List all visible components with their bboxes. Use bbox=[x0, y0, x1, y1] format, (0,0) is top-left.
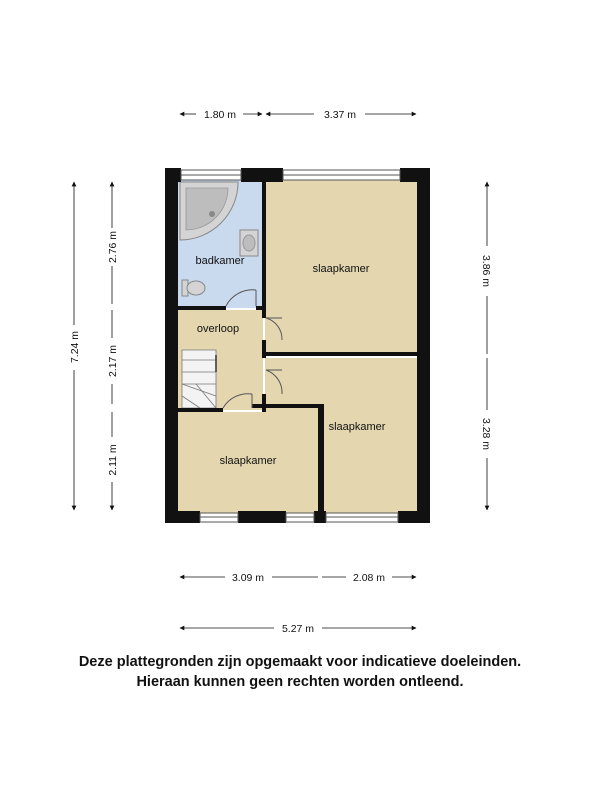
dim-top-left: 1.80 m bbox=[203, 109, 237, 121]
room-label-slaapkamer-top: slaapkamer bbox=[312, 263, 370, 275]
dim-left-lower: 2.11 m bbox=[107, 444, 119, 476]
sink-icon bbox=[240, 230, 258, 256]
disclaimer-line-1: Deze plattegronden zijn opgemaakt voor indicatieve doeleinden. bbox=[78, 654, 522, 670]
dim-left-total: 7.24 m bbox=[69, 330, 81, 364]
dim-right-upper: 3.86 m bbox=[480, 254, 492, 288]
disclaimer-line-2: Hieraan kunnen geen rechten worden ontleend. bbox=[136, 674, 464, 690]
room-label-badkamer: badkamer bbox=[195, 255, 245, 267]
dim-left-upper: 2.76 m bbox=[107, 230, 119, 264]
dim-left-middle: 2.17 m bbox=[107, 344, 119, 378]
dim-bottom-right: 2.08 m bbox=[352, 572, 386, 584]
room-label-overloop: overloop bbox=[196, 323, 240, 335]
room-label-slaapkamer-bottom: slaapkamer bbox=[219, 455, 277, 467]
toilet-icon bbox=[182, 280, 205, 296]
staircase-icon bbox=[182, 350, 216, 408]
room-label-slaapkamer-right: slaapkamer bbox=[328, 421, 386, 433]
dim-right-lower: 3.28 m bbox=[480, 417, 492, 451]
dim-bottom-left: 3.09 m bbox=[231, 572, 265, 584]
dim-top-right: 3.37 m bbox=[323, 109, 357, 121]
dim-bottom-total: 5.27 m bbox=[281, 623, 315, 635]
